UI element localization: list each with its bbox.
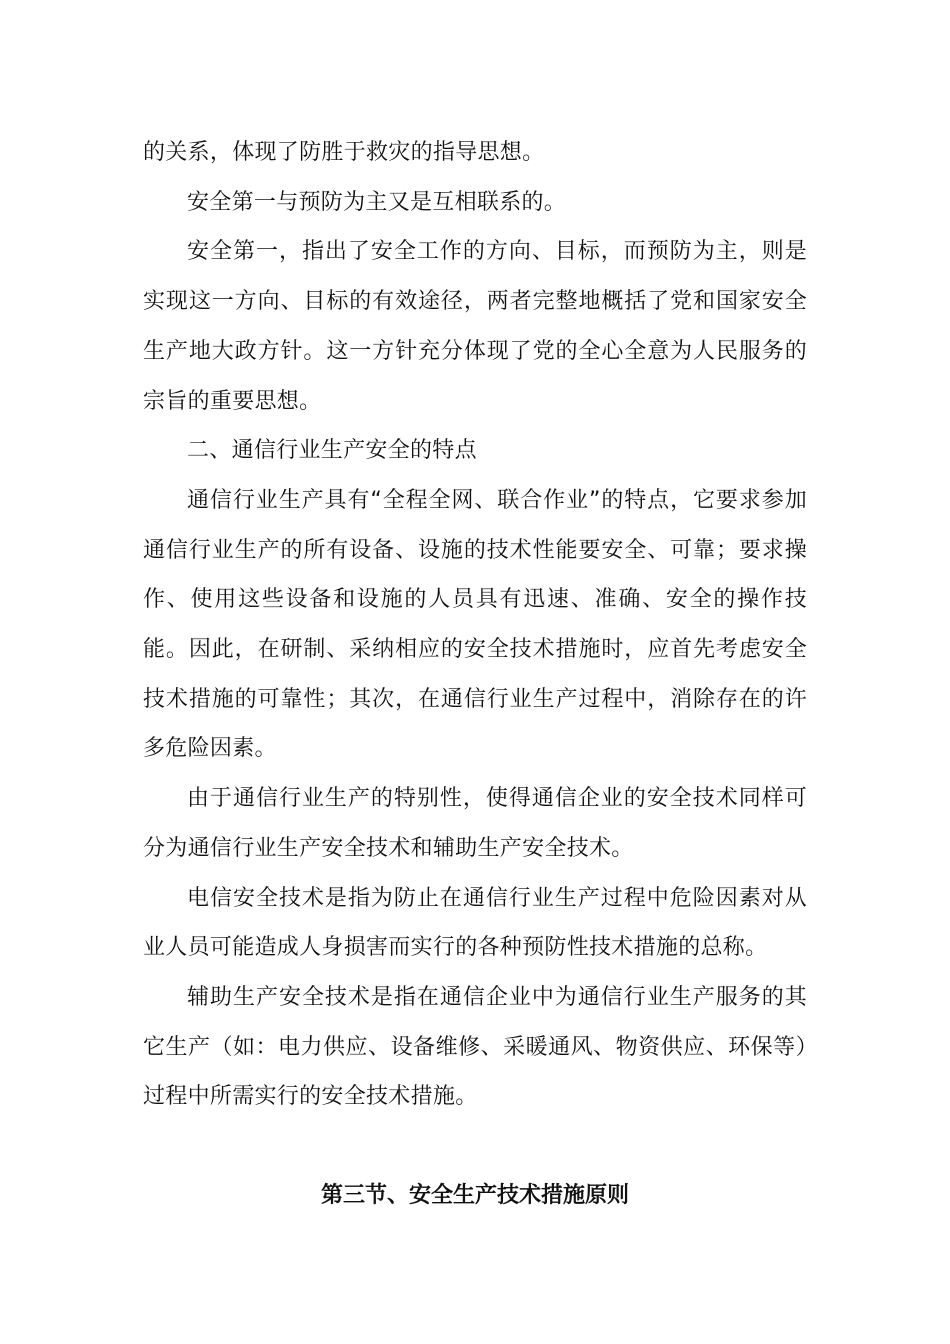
paragraph: 辅助生产安全技术是指在通信企业中为通信行业生产服务的其它生产（如：电力供应、设备维修、采暖通风、物资供应、环保等）过程中所需实行的安全技术措施。 xyxy=(143,984,807,1110)
paragraph: 安全第一与预防为主又是互相联系的。 xyxy=(187,189,567,215)
section-title: 第三节、安全生产技术措施原则 xyxy=(320,1183,629,1208)
paragraph: 通信行业生产具有“全程全网、联合作业”的特点，它要求参加通信行业生产的所有设备、设施的技术性能要安全、可靠；要求操作、使用这些设备和设施的人员具有迅速、准确、安全的操作技能。因此，在研制、采纳相应的安全技术措施时，应首先考虑安全技术措施的可靠性；其次，在通信行业生产过程中，消除存在的许多危险因素。 xyxy=(143,487,807,762)
paragraph: 安全第一，指出了安全工作的方向、目标，而预防为主，则是实现这一方向、目标的有效途径，两者完整地概括了党和国家安全生产地大政方针。这一方针充分体现了党的全心全意为人民服务的宗旨的重要思想。 xyxy=(143,239,807,414)
paragraph: 电信安全技术是指为防止在通信行业生产过程中危险因素对从业人员可能造成人身损害而实行的各种预防性技术措施的总称。 xyxy=(143,885,807,961)
paragraph: 由于通信行业生产的特别性，使得通信企业的安全技术同样可分为通信行业生产安全技术和辅助生产安全技术。 xyxy=(143,786,807,861)
paragraph-continuation: 的关系，体现了防胜于救灾的指导思想。 xyxy=(143,140,545,165)
subheading: 二、通信行业生产安全的特点 xyxy=(187,438,477,464)
body-text xyxy=(143,128,807,1122)
